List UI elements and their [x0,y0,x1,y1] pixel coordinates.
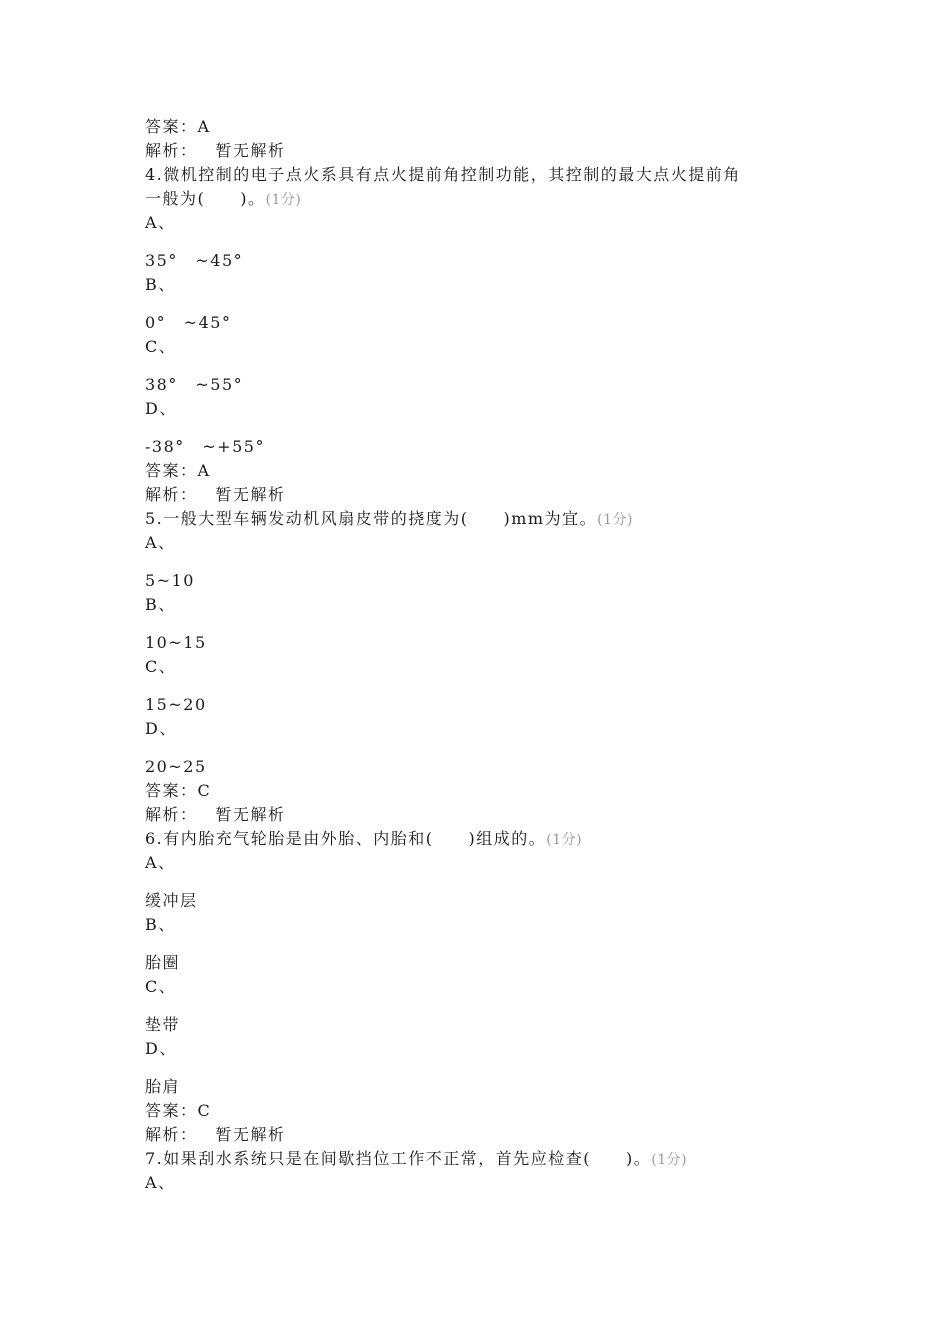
analysis-line [145,139,825,163]
analysis-label: 解析： [145,485,198,504]
document-page [145,115,825,1195]
option-value: 5~10 [145,571,195,590]
answer-line [145,779,825,803]
answer-value: A [197,117,211,136]
question-text [145,1147,825,1171]
option-letter: D、 [145,399,177,418]
question-score: (1分) [265,192,302,208]
question-text-line: 5.一般大型车辆发动机风扇皮带的挠度为( )mm为宜。 [145,509,598,528]
option-letter: C、 [145,337,177,356]
option-letter: A、 [145,213,176,232]
analysis-line [145,1123,825,1147]
analysis-label: 解析： [145,1125,198,1144]
option-value: -38° ~+55° [145,437,265,456]
question-score: (1分) [546,832,583,848]
analysis-label: 解析： [145,141,198,160]
option-value: 0° ~45° [145,313,232,332]
option-letter: D、 [145,719,177,738]
question-text-line: 一般为( )。 [145,189,266,208]
answer-line [145,115,825,139]
question-text [145,827,825,851]
analysis-value: 暂无解析 [215,1125,286,1144]
option-value: 垫带 [145,1015,181,1034]
option-letter: A、 [145,1173,176,1192]
option-letter: A、 [145,533,176,552]
option-letter: C、 [145,977,177,996]
option-value: 35° ~45° [145,251,244,270]
question-text-line: 4.微机控制的电子点火系具有点火提前角控制功能，其控制的最大点火提前角 [145,165,741,184]
analysis-line [145,483,825,507]
analysis-label: 解析： [145,805,198,824]
option-letter: B、 [145,595,176,614]
answer-label: 答案： [145,117,198,136]
option-value: 胎圈 [145,953,181,972]
question-score: (1分) [597,512,633,528]
answer-line [145,1099,825,1123]
option-value: 20~25 [145,757,207,776]
analysis-line [145,803,825,827]
answer-value: C [197,1101,212,1120]
answer-value: A [197,461,211,480]
answer-label: 答案： [145,1101,198,1120]
answer-label: 答案： [145,461,198,480]
option-value: 15~20 [145,695,207,714]
option-letter: D、 [145,1039,177,1058]
answer-value: C [197,781,212,800]
option-letter: B、 [145,275,176,294]
option-value: 10~15 [145,633,207,652]
question-text [145,187,825,211]
option-value: 38° ~55° [145,375,244,394]
option-letter: C、 [145,657,177,676]
answer-line [145,459,825,483]
question-text-line: 6.有内胎充气轮胎是由外胎、内胎和( )组成的。 [145,829,547,848]
analysis-value: 暂无解析 [215,485,286,504]
analysis-value: 暂无解析 [215,805,286,824]
analysis-value: 暂无解析 [215,141,286,160]
question-text [145,163,825,187]
question-score: (1分) [651,1152,688,1168]
option-value: 缓冲层 [145,891,198,910]
option-letter: A、 [145,853,176,872]
option-letter: B、 [145,915,176,934]
question-text-line: 7.如果刮水系统只是在间歇挡位工作不正常，首先应检查( )。 [145,1149,652,1168]
answer-label: 答案： [145,781,198,800]
option-value: 胎肩 [145,1077,181,1096]
question-text [145,507,825,531]
